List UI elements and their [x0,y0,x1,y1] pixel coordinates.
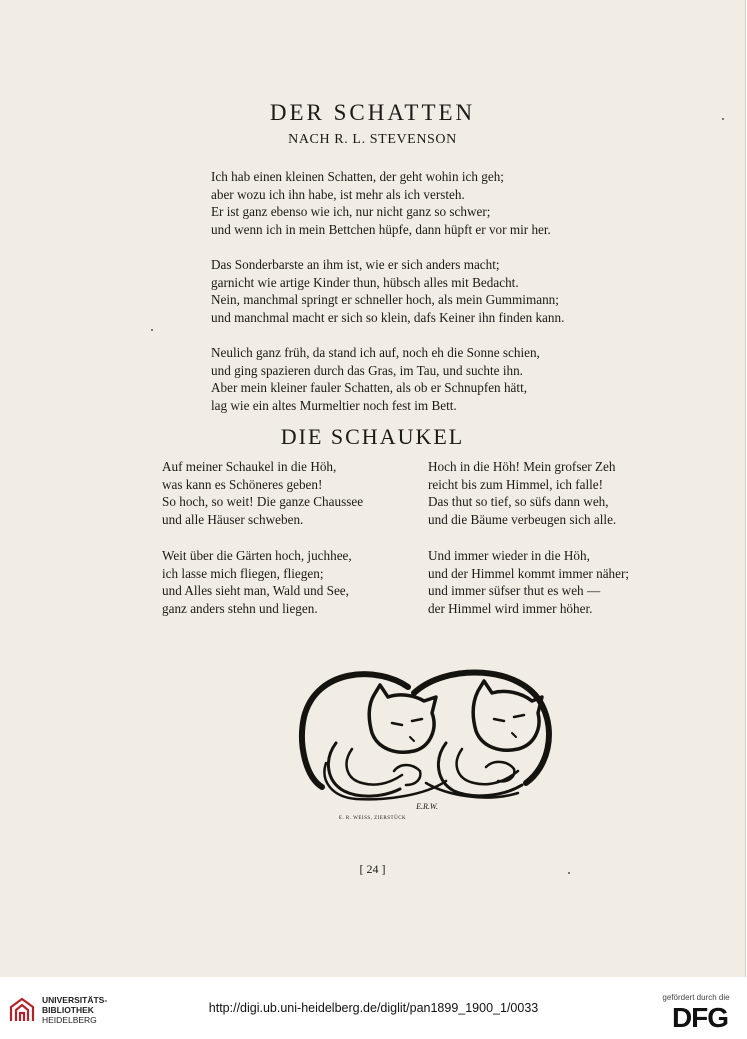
library-name[interactable]: UNIVERSITÄTS- BIBLIOTHEK HEIDELBERG [42,995,108,1025]
poem-subtitle: NACH R. L. STEVENSON [288,132,457,147]
verse-line: reicht bis zum Himmel, ich falle! [428,476,604,492]
verse-line: aber wozu ich ihn habe, ist mehr als ich versteh. [211,186,465,202]
verse-line: Und immer wieder in die Höh, [428,548,590,563]
verse-line: Nein, manchmal springt er schneller hoch, als mein Gummimann; [211,292,559,307]
verse-line: Ich hab einen kleinen Schatten, der geht wohin ich geh; [211,169,504,184]
poem-schaukel-right-column [428,458,678,617]
stanza [428,458,678,528]
stanza [211,256,611,326]
verse-line: und ging spazieren durch das Gras, im Tau, und suchte ihn. [211,362,523,378]
stanza [211,344,611,414]
verse-line: Auf meiner Schaukel in die Höh, [162,459,337,474]
verse-line: Neulich ganz früh, da stand ich auf, noch eh die Sonne schien, [211,345,540,360]
stanza [162,547,412,617]
illustration-caption: E. R. WEISS, ZIERSTÜCK [338,816,407,821]
verse-line: ganz anders stehn und liegen. [162,600,318,616]
poem-title: DER SCHATTEN [269,100,476,125]
permalink-url[interactable]: http://digi.ub.uni-heidelberg.de/diglit/pan1899_1900_1/0033 [208,1001,539,1015]
verse-line: und Alles sieht man, Wald und See, [162,583,349,598]
sleeping-cats-illustration [296,663,558,813]
verse-line: lag wie ein altes Murmeltier noch fest im Bett. [211,397,457,413]
scan-speck [722,118,724,120]
page-number: [ 24 ] [359,862,386,876]
verse-line: So hoch, so weit! Die ganze Chaussee [162,494,364,509]
funding-note: gefördert durch die [662,993,730,1002]
poem-der-schatten [211,168,611,414]
verse-line: Hoch in die Höh! Mein grofser Zeh [428,459,616,474]
verse-line: der Himmel wird immer höher. [428,600,593,616]
verse-line: und wenn ich in mein Bettchen hüpfe, dann hüpft er vor mir her. [211,221,551,237]
verse-line: und manchmal macht er sich so klein, dafs Keiner ihn finden kann. [211,309,565,325]
verse-line: Weit über die Gärten hoch, juchhee, [162,548,352,563]
poem-schaukel-left-column [162,458,412,617]
stanza [211,168,611,238]
verse-line: und der Himmel kommt immer näher; [428,565,630,581]
verse-line: was kann es Schöneres geben! [162,476,323,492]
verse-line: Das thut so tief, so süfs dann weh, [428,494,609,509]
verse-line: und immer süfser thut es weh — [428,583,601,598]
verse-line: Aber mein kleiner fauler Schatten, als ob er Schnupfen hätt, [211,380,528,395]
verse-line: und die Bäume verbeugen sich alle. [428,511,617,527]
stanza [428,547,678,617]
viewer-footer [0,977,747,1039]
illustration-monogram: E.R.W. [416,802,438,811]
verse-line: und alle Häuser schweben. [162,511,304,527]
scan-speck [568,872,570,874]
stanza [162,458,412,528]
verse-line: Das Sonderbarste an ihm ist, wie er sich anders macht; [211,257,500,272]
dfg-logo[interactable]: DFG [671,1002,729,1033]
verse-line: Er ist ganz ebenso wie ich, nur nicht ganz so schwer; [211,204,491,219]
poem-title-schaukel: DIE SCHAUKEL [280,424,465,449]
scan-speck [151,329,153,331]
verse-line: ich lasse mich fliegen, fliegen; [162,565,324,581]
verse-line: garnicht wie artige Kinder thun, hübsch alles mit Bedacht. [211,274,519,290]
